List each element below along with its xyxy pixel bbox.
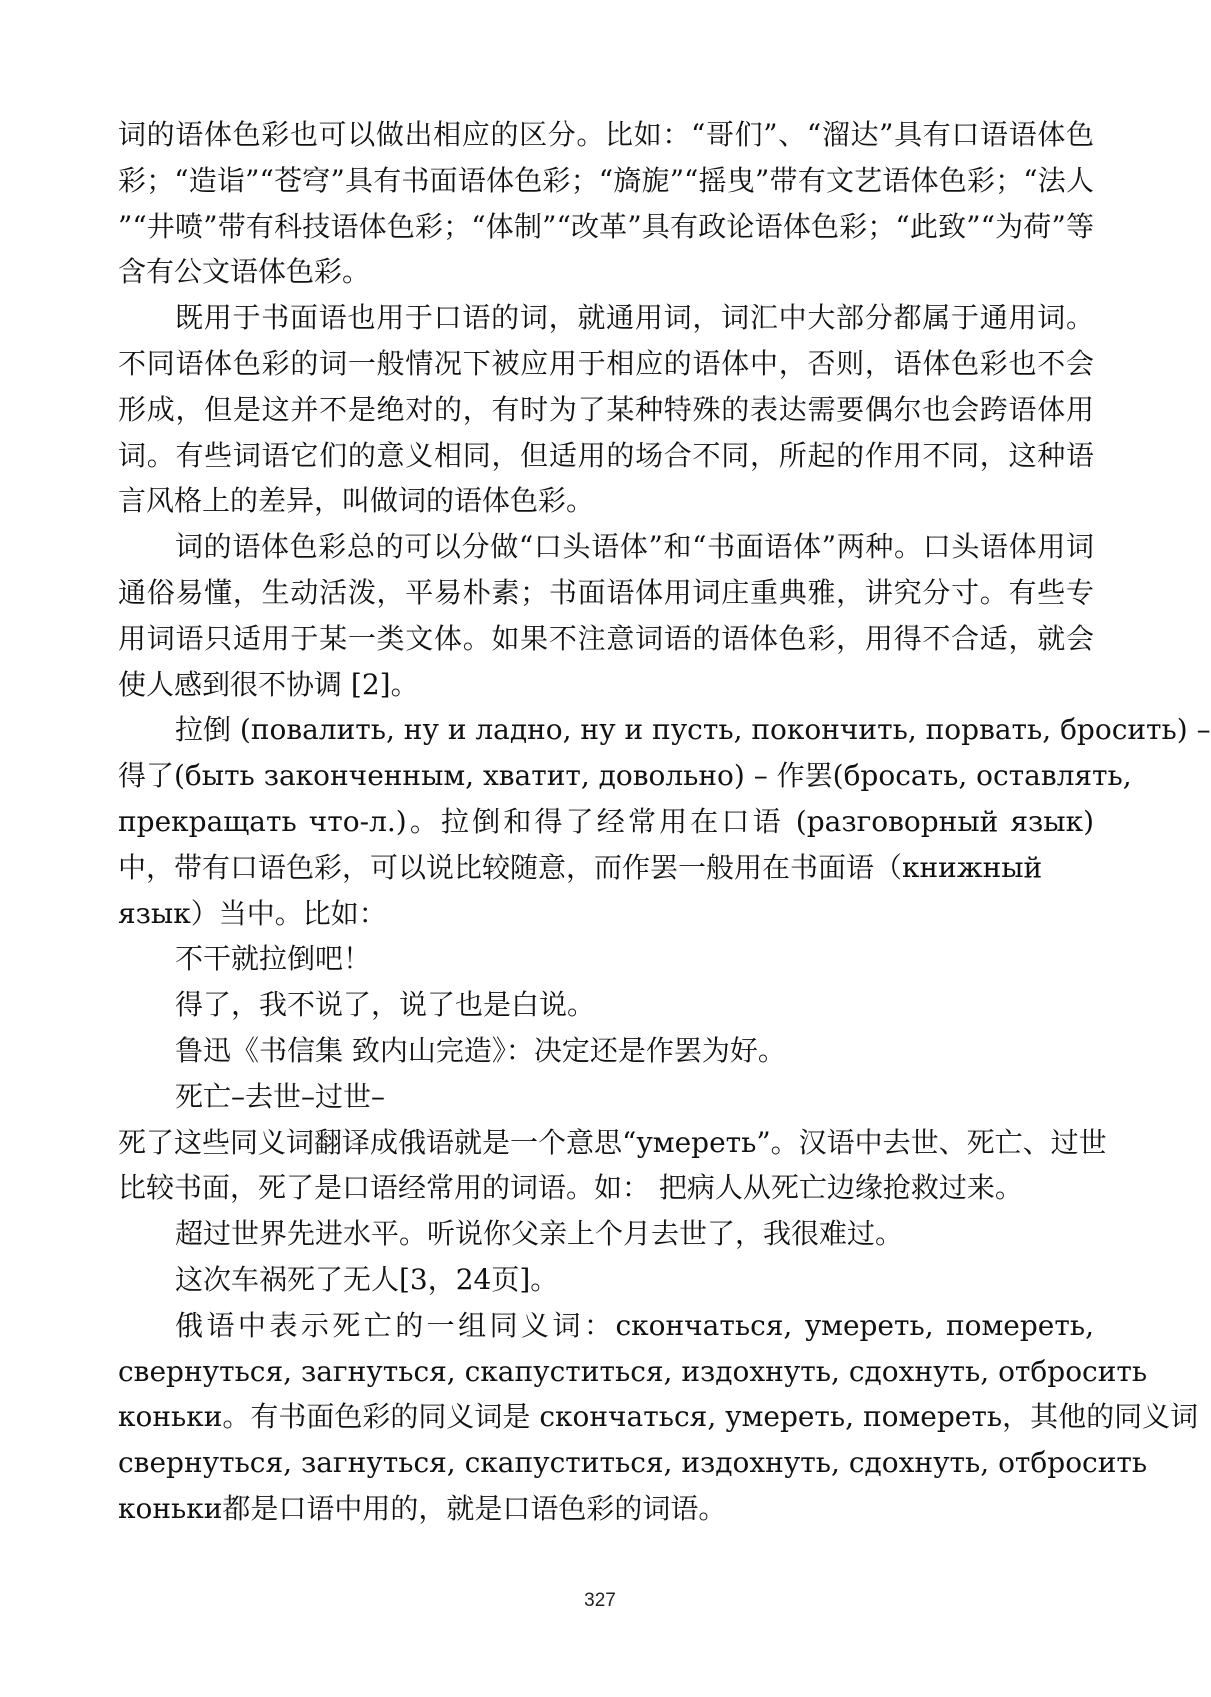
text-line: 含有公文语体色彩。 — [118, 255, 371, 289]
text-line: 超过世界先进水平。听说你父亲上个月去世了，我很难过。 — [175, 1217, 904, 1251]
text-line: ”“井喷”带有科技语体色彩；“体制”“改革”具有政论语体色彩；“此致”“为荷”等 — [118, 209, 1094, 243]
text-line: 用词语只适用于某一类文体。如果不注意词语的语体色彩，用得不合适，就会 — [118, 621, 1094, 655]
text-line: 俄语中表示死亡的一组同义词：скончаться, умереть, помереть, — [175, 1308, 1094, 1342]
text-line: 词的语体色彩总的可以分做“口头语体”和“书面语体”两种。口头语体用词 — [175, 530, 1094, 564]
text-line: 得了，我不说了，说了也是白说。 — [175, 988, 596, 1022]
text-line: 使人感到很不协调 [2]。 — [118, 667, 419, 701]
text-line: коньки。有书面色彩的同义词是 скончаться, умереть, помереть，其他的同义词 — [118, 1400, 1199, 1434]
text-line: 鲁迅《书信集 致内山完造》：决定还是作罢为好。 — [175, 1033, 786, 1067]
text-line: 得了(быть законченным, хватит, довольно) – 作罢(бросать, оставлять, — [118, 759, 1132, 793]
text-line: 彩；“造诣”“苍穹”具有书面语体色彩；“旖旎”“摇曳”带有文艺语体色彩；“法人 — [118, 163, 1094, 197]
text-line: 这次车祸死了无人[3，24页]。 — [175, 1262, 559, 1296]
text-line: язык）当中。比如： — [118, 896, 387, 930]
text-line: 死了这些同义词翻译成俄语就是一个意思“умереть”。汉语中去世、死亡、过世 — [118, 1125, 1107, 1159]
page-number: 327 — [584, 1590, 616, 1611]
text-line: 词。有些词语它们的意义相同，但适用的场合不同，所起的作用不同，这种语 — [118, 438, 1094, 472]
text-line: коньки都是口语中用的，就是口语色彩的词语。 — [118, 1491, 727, 1525]
document-body — [118, 112, 1211, 1532]
text-line: 不干就拉倒吧！ — [175, 942, 372, 976]
text-line: 形成，但是这并不是绝对的，有时为了某种特殊的表达需要偶尔也会跨语体用 — [118, 392, 1094, 426]
text-line: 言风格上的差异，叫做词的语体色彩。 — [118, 484, 595, 518]
text-line: 中，带有口语色彩，可以说比较随意，而作罢一般用在书面语（книжный — [118, 850, 1043, 884]
text-line: прекращать что-л.)。拉倒和得了经常用在口语 (разговорный язык) — [118, 804, 1094, 838]
text-line: свернуться, загнуться, скапуститься, издохнуть, сдохнуть, отбросить — [118, 1354, 1148, 1388]
text-line: 不同语体色彩的词一般情况下被应用于相应的语体中，否则，语体色彩也不会 — [118, 346, 1094, 380]
text-line: свернуться, загнуться, скапуститься, издохнуть, сдохнуть, отбросить — [118, 1446, 1148, 1480]
text-line: 通俗易懂，生动活泼，平易朴素；书面语体用词庄重典雅，讲究分寸。有些专 — [118, 575, 1094, 609]
text-line: 拉倒 (повалить, ну и ладно, ну и пусть, покончить, порвать, бросить) – — [175, 713, 1211, 747]
text-line: 死亡–去世–过世– — [175, 1079, 386, 1113]
text-line: 词的语体色彩也可以做出相应的区分。比如：“哥们”、“溜达”具有口语语体色 — [118, 118, 1094, 151]
text-line: 比较书面，死了是口语经常用的词语。如： 把病人从死亡边缘抢救过来。 — [118, 1171, 1023, 1205]
text-line: 既用于书面语也用于口语的词，就通用词，词汇中大部分都属于通用词。 — [175, 301, 1094, 335]
